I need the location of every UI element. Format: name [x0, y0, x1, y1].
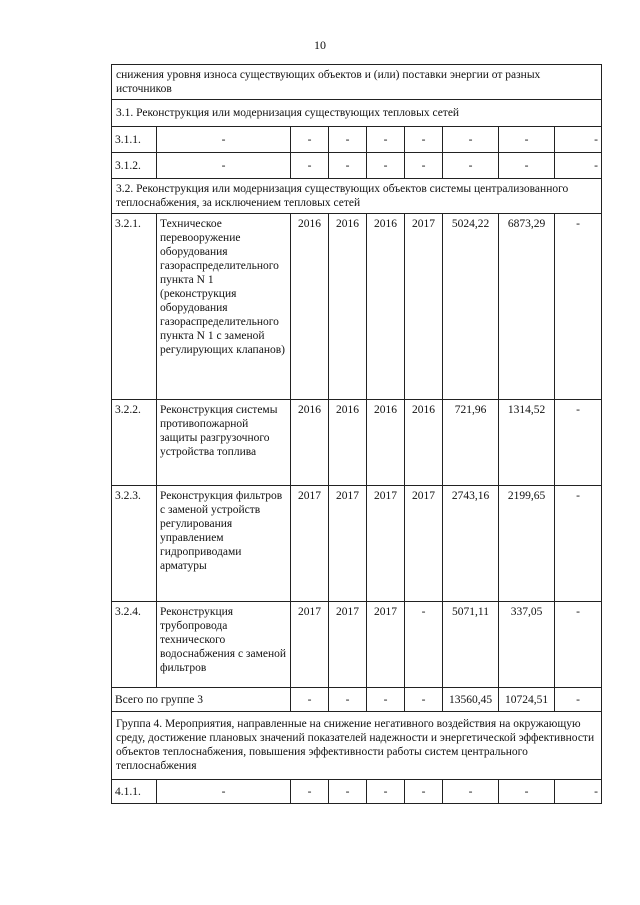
page-number: 10 — [314, 38, 326, 52]
row-name: Техническое перевооружение оборудования газораспределительного пункта N 1 (реконструкция оборудования газораспределительного пункта N 1 с заменой регулирующих клапанов) — [157, 214, 291, 400]
row-year-3: 2017 — [367, 486, 405, 602]
continuation-text: снижения уровня износа существующих объектов и (или) поставки энергии от разных источников — [112, 65, 602, 100]
row-name: Реконструкция фильтров с заменой устройств регулирования управлением гидроприводами арматуры — [157, 486, 291, 602]
row-id: 3.1.2. — [112, 153, 157, 179]
group-4-header — [112, 712, 602, 780]
row-year-4: - — [405, 602, 443, 688]
total-value-2: 10724,51 — [499, 688, 555, 712]
section-31-title: 3.1. Реконструкция или модернизация существующих тепловых сетей — [112, 100, 602, 127]
row-year-4: 2017 — [405, 214, 443, 400]
row-value-2: 6873,29 — [499, 214, 555, 400]
row-year-3: - — [367, 780, 405, 804]
row-year-3: 2017 — [367, 602, 405, 688]
row-year-4: 2016 — [405, 400, 443, 486]
row-year-3: - — [367, 153, 405, 179]
row-year-4: - — [405, 780, 443, 804]
total-year-2: - — [329, 688, 367, 712]
row-year-3: - — [367, 127, 405, 153]
table-row — [112, 602, 602, 688]
row-year-2: - — [329, 153, 367, 179]
row-year-1: 2017 — [291, 602, 329, 688]
row-value-3: - — [555, 214, 602, 400]
total-value-3: - — [555, 688, 602, 712]
row-id: 3.2.4. — [112, 602, 157, 688]
row-value-3: - — [555, 486, 602, 602]
total-year-3: - — [367, 688, 405, 712]
row-year-2: 2016 — [329, 400, 367, 486]
row-id: 3.2.2. — [112, 400, 157, 486]
table-row — [112, 214, 602, 400]
row-year-1: - — [291, 153, 329, 179]
section-31-header — [112, 100, 602, 127]
investment-table — [111, 64, 602, 804]
total-row — [112, 688, 602, 712]
row-name: Реконструкция трубопровода технического водоснабжения с заменой фильтров — [157, 602, 291, 688]
row-year-4: - — [405, 127, 443, 153]
table-row — [112, 127, 602, 153]
row-year-4: - — [405, 153, 443, 179]
total-year-4: - — [405, 688, 443, 712]
row-year-3: 2016 — [367, 214, 405, 400]
row-name: Реконструкция системы противопожарной защиты разгрузочного устройства топлива — [157, 400, 291, 486]
row-value-1: - — [443, 153, 499, 179]
row-year-3: 2016 — [367, 400, 405, 486]
row-value-1: 5071,11 — [443, 602, 499, 688]
row-year-1: - — [291, 127, 329, 153]
row-value-3: - — [555, 153, 602, 179]
row-id: 3.2.1. — [112, 214, 157, 400]
row-id: 4.1.1. — [112, 780, 157, 804]
row-id: 3.1.1. — [112, 127, 157, 153]
table-row — [112, 153, 602, 179]
row-year-1: 2016 — [291, 400, 329, 486]
row-value-2: - — [499, 153, 555, 179]
row-value-1: 5024,22 — [443, 214, 499, 400]
row-year-2: - — [329, 780, 367, 804]
row-value-2: - — [499, 780, 555, 804]
row-name: - — [157, 780, 291, 804]
continuation-row — [112, 65, 602, 100]
total-year-1: - — [291, 688, 329, 712]
table-row — [112, 780, 602, 804]
row-year-2: 2017 — [329, 486, 367, 602]
row-name: - — [157, 127, 291, 153]
section-32-header — [112, 179, 602, 214]
row-id: 3.2.3. — [112, 486, 157, 602]
row-year-1: - — [291, 780, 329, 804]
group-4-title: Группа 4. Мероприятия, направленные на снижение негативного воздействия на окружающую среду, достижение плановых значений показателей надежности и энергетической эффективности объектов теплоснабжения, повышения эффективности работы систем центрального теплоснабжения — [112, 712, 602, 780]
row-year-2: 2016 — [329, 214, 367, 400]
row-value-3: - — [555, 602, 602, 688]
row-value-1: - — [443, 780, 499, 804]
row-value-3: - — [555, 780, 602, 804]
total-value-1: 13560,45 — [443, 688, 499, 712]
row-value-2: 2199,65 — [499, 486, 555, 602]
table-row — [112, 400, 602, 486]
section-32-title: 3.2. Реконструкция или модернизация существующих объектов системы централизованного теплоснабжения, за исключением тепловых сетей — [112, 179, 602, 214]
row-value-2: 337,05 — [499, 602, 555, 688]
row-value-3: - — [555, 127, 602, 153]
row-year-4: 2017 — [405, 486, 443, 602]
total-label: Всего по группе 3 — [112, 688, 291, 712]
row-value-1: - — [443, 127, 499, 153]
row-value-2: 1314,52 — [499, 400, 555, 486]
table-row — [112, 486, 602, 602]
row-value-3: - — [555, 400, 602, 486]
row-year-2: 2017 — [329, 602, 367, 688]
row-year-2: - — [329, 127, 367, 153]
row-year-1: 2016 — [291, 214, 329, 400]
row-value-1: 2743,16 — [443, 486, 499, 602]
row-name: - — [157, 153, 291, 179]
row-value-1: 721,96 — [443, 400, 499, 486]
row-year-1: 2017 — [291, 486, 329, 602]
row-value-2: - — [499, 127, 555, 153]
